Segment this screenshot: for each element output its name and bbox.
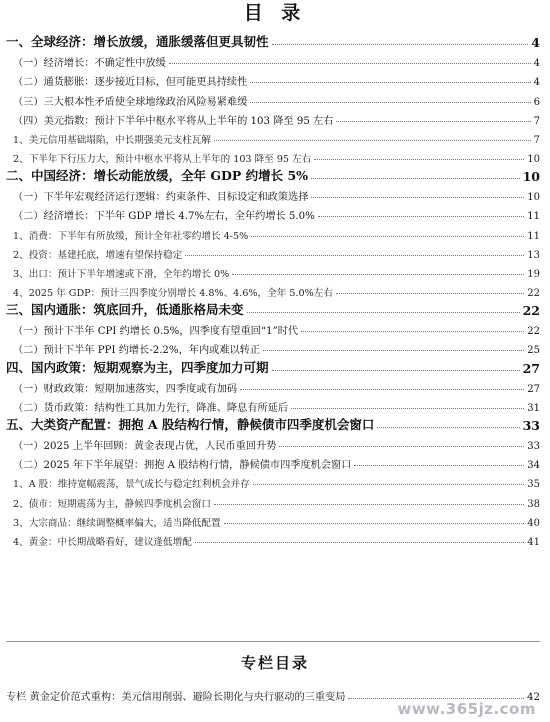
toc-entry-label: 2、债市：短期震荡为主，静候四季度机会窗口 bbox=[13, 498, 211, 510]
dot-leader bbox=[185, 255, 524, 256]
toc-entry-label: 二、中国经济：增长动能放缓，全年 GDP 约增长 5% bbox=[6, 168, 309, 184]
dot-leader bbox=[214, 504, 524, 505]
toc-entry-label: （二）预计下半年 PPI 约增长-2.2%，年内或难以转正 bbox=[13, 345, 261, 357]
toc-entry-label: （二）2025 年下半年展望：拥抱 A 股结构行情，静候债市四季度机会窗口 bbox=[13, 460, 352, 472]
toc-subsection-entry[interactable] bbox=[6, 529, 540, 548]
toc-subsection-entry[interactable] bbox=[6, 490, 540, 509]
toc-section-entry[interactable] bbox=[6, 395, 540, 414]
dot-leader bbox=[250, 82, 530, 83]
toc-title: 目 录 bbox=[243, 2, 307, 24]
dot-leader bbox=[240, 389, 524, 390]
dot-leader bbox=[354, 465, 524, 466]
toc-entry-label: （一）经济增长：不确定性中放缓 bbox=[13, 58, 166, 70]
toc-entry-label: 3、出口：预计下半年增速或下滑，全年约增长 0% bbox=[13, 268, 230, 280]
toc-entry-page: 10 bbox=[522, 169, 540, 185]
toc-entry-page: 25 bbox=[527, 345, 540, 357]
dot-leader bbox=[224, 523, 525, 524]
toc-section-entry[interactable] bbox=[6, 203, 540, 222]
dot-leader bbox=[377, 427, 519, 428]
dot-leader bbox=[195, 542, 524, 543]
dot-leader bbox=[318, 216, 524, 217]
dot-leader bbox=[348, 698, 524, 699]
dot-leader bbox=[311, 178, 520, 179]
dot-leader bbox=[253, 484, 525, 485]
toc-section-entry[interactable] bbox=[6, 88, 540, 107]
toc-entry-label: 1、A 股：维持宽幅震荡，景气成长与稳定红利机会并存 bbox=[13, 479, 250, 491]
column-section-title: 专栏目录 bbox=[240, 654, 309, 672]
toc-entry-page: 31 bbox=[527, 402, 540, 414]
toc-section-entry[interactable] bbox=[6, 69, 540, 88]
divider bbox=[6, 641, 540, 642]
toc-subsection-entry[interactable] bbox=[6, 127, 540, 146]
toc-entry-label: （一）2025 上半年回顾：黄金表现占优，人民币重回升势 bbox=[13, 441, 277, 453]
toc-section-entry[interactable] bbox=[6, 433, 540, 452]
toc-chapter-entry[interactable] bbox=[6, 356, 540, 375]
toc-entry-page: 10 bbox=[527, 153, 540, 165]
toc-entry-label: 2、投资：基建托底，增速有望保持稳定 bbox=[13, 249, 183, 261]
toc-section-entry[interactable] bbox=[6, 108, 540, 127]
dot-leader bbox=[232, 274, 524, 275]
toc-entry-page: 27 bbox=[527, 383, 540, 395]
dot-leader bbox=[291, 408, 524, 409]
toc-entry-label: （一）预计下半年 CPI 约增长 0.5%，四季度有望重回“1”时代 bbox=[13, 326, 299, 338]
toc-entry-page: 11 bbox=[527, 211, 540, 223]
toc-subsection-entry[interactable] bbox=[6, 146, 540, 165]
toc-entry-label: 4、黄金：中长期战略看好，建议逢低增配 bbox=[13, 536, 192, 548]
toc-subsection-entry[interactable] bbox=[6, 242, 540, 261]
dot-leader bbox=[336, 293, 524, 294]
toc-subsection-entry[interactable] bbox=[6, 471, 540, 490]
dot-leader bbox=[311, 197, 524, 198]
toc-entry-label: 五、大类资产配置：拥抱 A 股结构行情，静候债市四季度机会窗口 bbox=[6, 416, 375, 432]
toc-entry-page: 27 bbox=[522, 360, 540, 376]
toc-entry-page: 6 bbox=[533, 96, 540, 108]
column-entry-label: 专栏 黄金定价范式重构：美元信用削弱、避险长期化与央行驱动的三重变局 bbox=[6, 692, 346, 703]
toc-entry-page: 33 bbox=[522, 417, 540, 433]
toc-entry-label: （二）货币政策：结构性工具加力先行，降准、降息有所延后 bbox=[13, 402, 289, 414]
toc-entry-label: 三、国内通胀：筑底回升，低通胀格局未变 bbox=[6, 302, 244, 318]
toc-entry-page: 33 bbox=[527, 441, 540, 453]
toc-section-entry[interactable] bbox=[6, 318, 540, 337]
toc-chapter-entry[interactable] bbox=[6, 165, 540, 184]
toc-entry-label: 四、国内政策：短期观察为主，四季度加力可期 bbox=[6, 359, 269, 375]
table-of-contents bbox=[6, 31, 540, 548]
toc-entry-label: 4、2025 年 GDP：预计三四季度分别增长 4.8%、4.6%，全年 5.0%左右 bbox=[13, 287, 333, 299]
dot-leader bbox=[336, 121, 530, 122]
toc-entry-page: 34 bbox=[527, 460, 540, 472]
column-entry-page: 42 bbox=[527, 692, 540, 703]
dot-leader bbox=[250, 102, 530, 103]
toc-subsection-entry[interactable] bbox=[6, 222, 540, 241]
toc-entry-page: 35 bbox=[527, 479, 540, 491]
dot-leader bbox=[169, 63, 531, 64]
toc-subsection-entry[interactable] bbox=[6, 280, 540, 299]
toc-entry-label: （一）下半年宏观经济运行逻辑：约束条件、目标设定和政策选择 bbox=[13, 192, 309, 204]
toc-entry-page: 4 bbox=[533, 58, 540, 70]
dot-leader bbox=[279, 446, 524, 447]
toc-entry-label: （四）美元指数：预计下半年中枢水平将从上半年的 103 降至 95 左右 bbox=[13, 115, 334, 127]
dot-leader bbox=[214, 140, 531, 141]
toc-subsection-entry[interactable] bbox=[6, 510, 540, 529]
dot-leader bbox=[314, 159, 524, 160]
toc-entry-page: 13 bbox=[527, 249, 540, 261]
toc-entry-page: 4 bbox=[531, 35, 540, 51]
dot-leader bbox=[272, 44, 529, 45]
toc-section-entry[interactable] bbox=[6, 184, 540, 203]
toc-entry-page: 4 bbox=[533, 77, 540, 89]
dot-leader bbox=[301, 331, 524, 332]
toc-entry-label: 2、下半年下行压力大，预计中枢水平将从上半年的 103 降至 95 左右 bbox=[13, 153, 312, 165]
toc-entry-label: （一）财政政策：短期加速落实，四季度或有加码 bbox=[13, 383, 238, 395]
toc-entry-label: （三）三大根本性矛盾使全球地缘政治风险易紧难缓 bbox=[13, 96, 248, 108]
toc-entry-page: 41 bbox=[527, 536, 540, 548]
dot-leader bbox=[247, 312, 520, 313]
toc-entry-page: 22 bbox=[522, 303, 540, 319]
toc-entry-label: （二）通货膨胀：逐步接近目标，但可能更具持续性 bbox=[13, 77, 248, 89]
toc-entry-label: 3、大宗商品：继续调整概率偏大，适当降低配置 bbox=[13, 517, 221, 529]
toc-section-entry[interactable] bbox=[6, 452, 540, 471]
toc-entry-page: 38 bbox=[527, 498, 540, 510]
toc-entry-label: 1、消费：下半年有所放缓，预计全年社零约增长 4-5% bbox=[13, 230, 249, 242]
toc-entry-page: 11 bbox=[527, 230, 540, 242]
toc-section-entry[interactable] bbox=[6, 376, 540, 395]
toc-entry-page: 40 bbox=[527, 517, 540, 529]
toc-chapter-entry[interactable] bbox=[6, 31, 540, 50]
toc-entry-page: 7 bbox=[533, 115, 540, 127]
toc-chapter-entry[interactable] bbox=[6, 414, 540, 433]
toc-section-entry[interactable] bbox=[6, 50, 540, 69]
toc-subsection-entry[interactable] bbox=[6, 261, 540, 280]
toc-entry-page: 19 bbox=[527, 268, 540, 280]
dot-leader bbox=[263, 350, 524, 351]
toc-entry-page: 7 bbox=[533, 134, 540, 146]
toc-entry-page: 22 bbox=[527, 326, 540, 338]
toc-entry-page: 22 bbox=[527, 287, 540, 299]
toc-entry-label: 一、全球经济：增长放缓，通胀缓落但更具韧性 bbox=[6, 34, 269, 50]
dot-leader bbox=[251, 236, 524, 237]
watermark: www.365jz.com bbox=[397, 700, 536, 718]
toc-entry-label: 1、美元信用基础塌陷，中长期强美元支柱瓦解 bbox=[13, 134, 211, 146]
dot-leader bbox=[272, 370, 520, 371]
toc-entry-label: （二）经济增长：下半年 GDP 增长 4.7%左右，全年约增长 5.0% bbox=[13, 211, 315, 223]
toc-section-entry[interactable] bbox=[6, 337, 540, 356]
toc-chapter-entry[interactable] bbox=[6, 299, 540, 318]
toc-entry-page: 10 bbox=[527, 192, 540, 204]
